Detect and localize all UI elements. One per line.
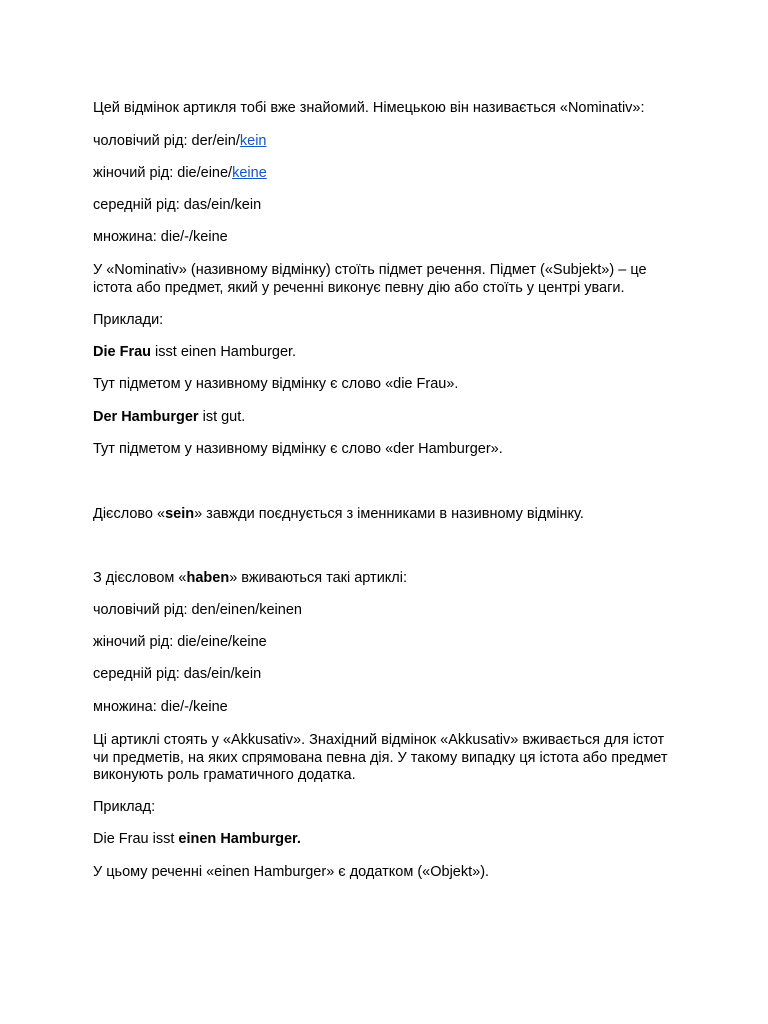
nominativ-feminine-line bbox=[93, 165, 683, 183]
nominativ-explanation: У «Nominativ» (називному відмінку) стоїть підмет речення. Підмет («Subjekt») – це істота або предмет, який у реченні виконує певну дію або стоїть у центрі уваги. bbox=[93, 262, 647, 296]
example-1-subject: Die Frau bbox=[93, 344, 152, 360]
sein-post: » завжди поєднується з іменниками в називному відмінку. bbox=[194, 506, 584, 522]
example-label: Приклад: bbox=[93, 799, 156, 815]
haben-post: » вживаються такі артиклі: bbox=[229, 570, 408, 586]
example-2-note: Тут підметом у називному відмінку є слово «der Hamburger». bbox=[93, 441, 503, 457]
example-sentence-2 bbox=[93, 409, 683, 427]
example-sentence-3 bbox=[93, 831, 683, 849]
examples-label: Приклади: bbox=[93, 312, 164, 328]
example-3-object: einen Hamburger. bbox=[178, 831, 301, 847]
kein-link[interactable]: kein bbox=[239, 133, 267, 149]
nominativ-masculine-line bbox=[93, 133, 683, 151]
feminine-articles: die/eine/ bbox=[177, 165, 233, 181]
example-1-rest: isst einen Hamburger. bbox=[151, 344, 297, 360]
example-2-subject: Der Hamburger bbox=[93, 409, 199, 425]
masculine-label: чоловічий рід: bbox=[93, 133, 192, 149]
intro-paragraph: Цей відмінок артикля тобі вже знайомий. Німецькою він називається «Nominativ»: bbox=[93, 100, 645, 116]
akkusativ-masculine-line: чоловічий рід: den/einen/keinen bbox=[93, 602, 302, 618]
akkusativ-neuter-line: середній рід: das/ein/kein bbox=[93, 666, 262, 682]
feminine-label: жіночий рід: bbox=[93, 165, 178, 181]
akkusativ-plural-line: множина: die/-/keine bbox=[93, 699, 228, 715]
nominativ-plural-line: множина: die/-/keine bbox=[93, 229, 228, 245]
haben-paragraph bbox=[93, 570, 683, 588]
example-sentence-1 bbox=[93, 344, 683, 362]
example-2-rest: ist gut. bbox=[198, 409, 246, 425]
sein-pre: Дієслово « bbox=[93, 506, 166, 522]
masculine-articles: der/ein/ bbox=[191, 133, 240, 149]
haben-pre: З дієсловом « bbox=[93, 570, 187, 586]
sein-verb: sein bbox=[165, 506, 195, 522]
akkusativ-explanation: Ці артиклі стоять у «Akkusativ». Знахідний відмінок «Akkusativ» вживається для істот чи предметів, на яких спрямована певна дія. У такому випадку ця істота або предмет виконують роль граматичного додатка. bbox=[93, 732, 668, 783]
keine-link[interactable]: keine bbox=[232, 165, 267, 181]
haben-verb: haben bbox=[186, 570, 230, 586]
akkusativ-feminine-line: жіночий рід: die/eine/keine bbox=[93, 634, 267, 650]
example-3-pre: Die Frau isst bbox=[93, 831, 179, 847]
example-3-note: У цьому реченні «einen Hamburger» є додатком («Objekt»). bbox=[93, 864, 490, 880]
example-1-note: Тут підметом у називному відмінку є слово «die Frau». bbox=[93, 376, 459, 392]
sein-paragraph bbox=[93, 506, 683, 524]
nominativ-neuter-line: середній рід: das/ein/kein bbox=[93, 197, 262, 213]
